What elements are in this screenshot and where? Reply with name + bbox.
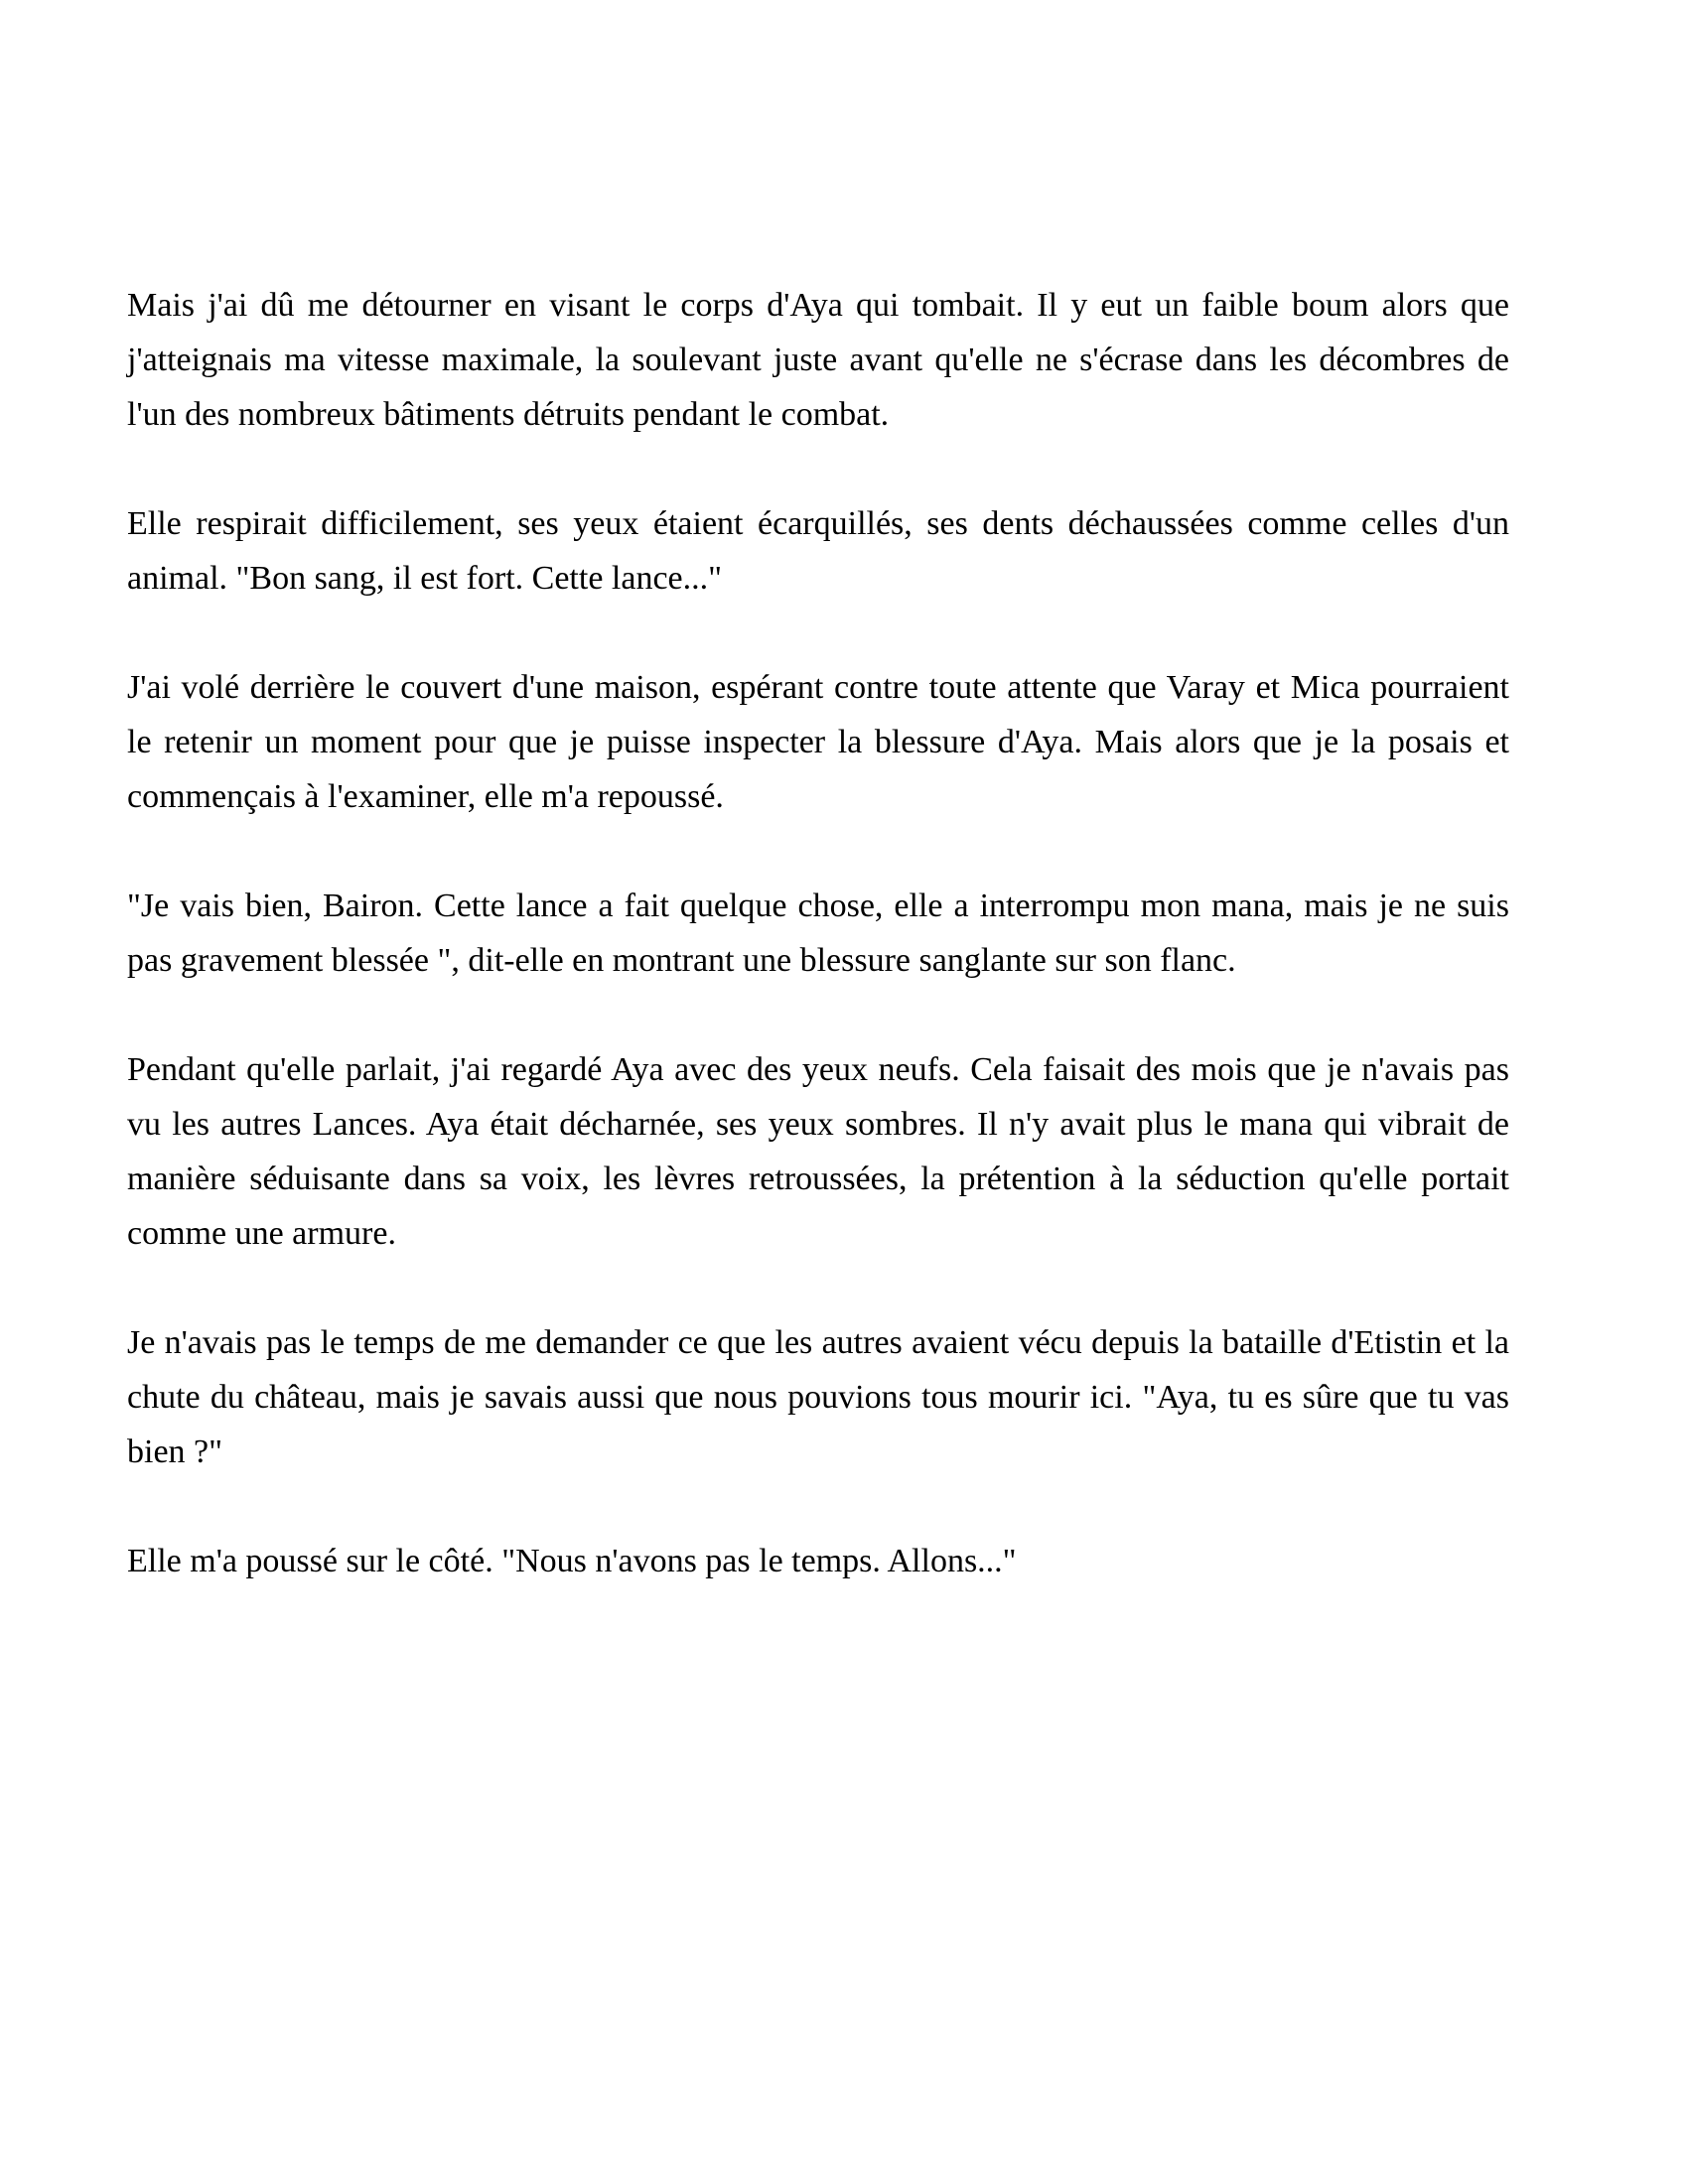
paragraph: "Je vais bien, Bairon. Cette lance a fait quelque chose, elle a interrompu mon mana, mais je ne suis pas gravement blessée ", dit-elle en montrant une blessure sanglante sur son flanc. [127, 887, 1509, 979]
text-body [127, 278, 1509, 1588]
paragraph: J'ai volé derrière le couvert d'une maison, espérant contre toute attente que Varay et Mica pourraient le retenir un moment pour que je puisse inspecter la blessure d'Aya. Mais alors que je la posais et commençais à l'examiner, elle m'a repoussé. [127, 669, 1509, 815]
paragraph: Mais j'ai dû me détourner en visant le corps d'Aya qui tombait. Il y eut un faible boum alors que j'atteignais ma vitesse maximale, la soulevant juste avant qu'elle ne s'écrase dans les décombres de l'un des nombreux bâtiments détruits pendant le combat. [127, 287, 1509, 433]
paragraph: Elle respirait difficilement, ses yeux étaient écarquillés, ses dents déchaussées comme celles d'un animal. "Bon sang, il est fort. Cette lance..." [127, 505, 1509, 597]
paragraph: Je n'avais pas le temps de me demander ce que les autres avaient vécu depuis la bataille d'Etistin et la chute du château, mais je savais aussi que nous pouvions tous mourir ici. "Aya, tu es sûre que tu vas bien ?" [127, 1324, 1509, 1470]
paragraph: Elle m'a poussé sur le côté. "Nous n'avons pas le temps. Allons..." [127, 1543, 1017, 1579]
paragraph: Pendant qu'elle parlait, j'ai regardé Aya avec des yeux neufs. Cela faisait des mois que je n'avais pas vu les autres Lances. Aya était décharnée, ses yeux sombres. Il n'y avait plus le mana qui vibrait de manière séduisante dans sa voix, les lèvres retroussées, la prétention à la séduction qu'elle portait comme une armure. [127, 1051, 1509, 1252]
